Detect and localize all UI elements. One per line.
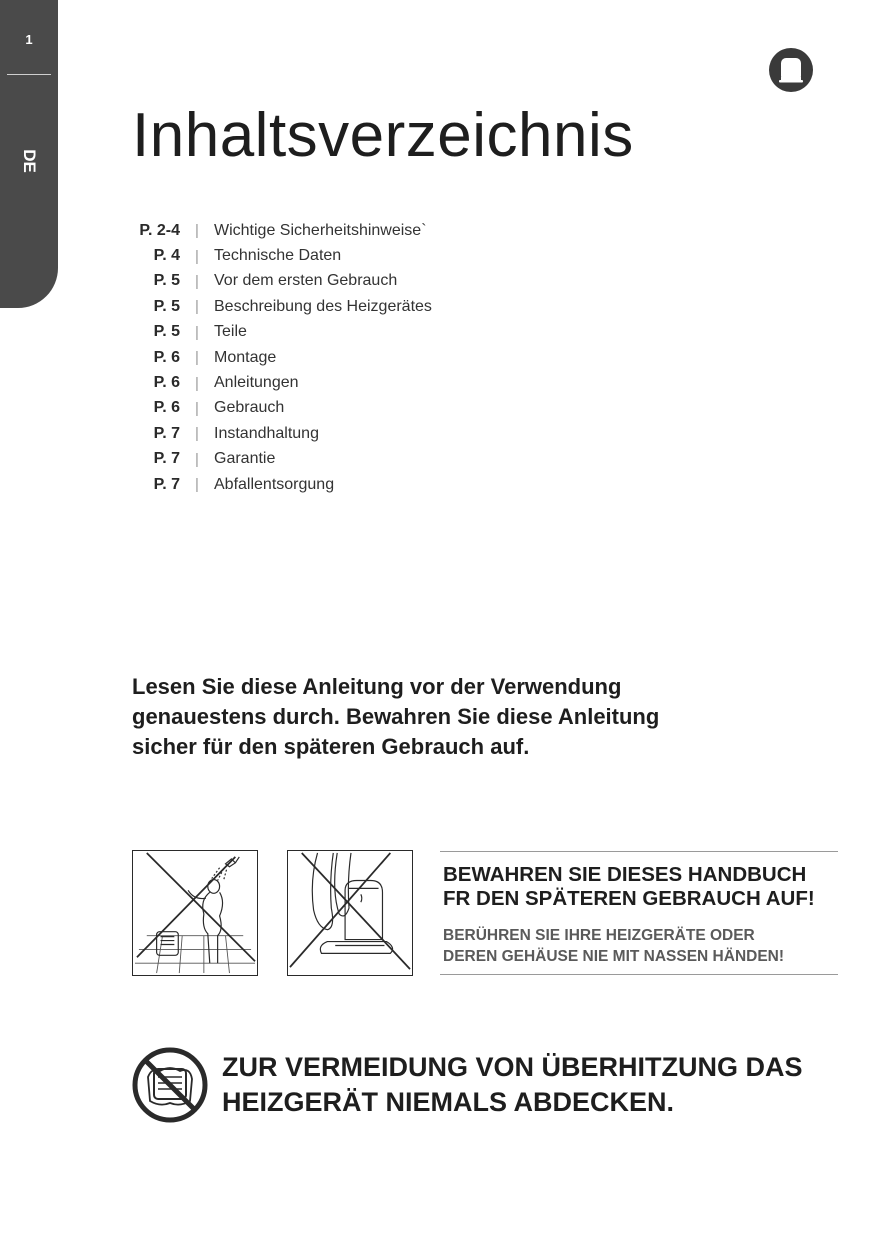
toc-separator: |: [195, 374, 199, 392]
toc-item: [120, 218, 540, 243]
toc-item: [120, 294, 540, 319]
warning-sub-line: BERÜHREN SIE IHRE HEIZGERÄTE ODER: [443, 927, 755, 944]
toc-separator: |: [195, 425, 199, 443]
no-cover-icon: [132, 1047, 208, 1123]
toc-item: [120, 345, 540, 370]
heater-icon: [768, 47, 814, 93]
toc-page: P. 5: [153, 323, 180, 341]
no-towel-drying-icon: [287, 850, 413, 976]
warning-heading-line: BEWAHREN SIE DIESES HANDBUCH: [443, 863, 807, 886]
toc-page: P. 6: [153, 348, 180, 366]
overheat-warning: [222, 1050, 803, 1120]
overheat-warning-line: ZUR VERMEIDUNG VON ÜBERHITZUNG DAS: [222, 1052, 803, 1082]
toc-separator: |: [195, 450, 199, 468]
toc-item: [120, 370, 540, 395]
toc-separator: |: [195, 476, 199, 494]
toc-item: [120, 396, 540, 421]
toc-separator: |: [195, 272, 199, 290]
toc-label: Instandhaltung: [214, 424, 319, 442]
no-shower-heater-icon: [132, 850, 258, 976]
toc-separator: |: [195, 349, 199, 367]
toc-page: P. 7: [153, 424, 180, 442]
toc-item: [120, 472, 540, 497]
toc-separator: |: [195, 247, 199, 265]
toc-page: P. 4: [153, 247, 180, 265]
intro-line: genauestens durch. Bewahren Sie diese Anleitung: [132, 704, 660, 729]
toc-label: Wichtige Sicherheitshinweise`: [214, 221, 427, 239]
toc-separator: |: [195, 399, 199, 417]
table-of-contents: [120, 218, 540, 497]
toc-page: P. 7: [153, 475, 180, 493]
toc-page: P. 7: [153, 450, 180, 468]
side-tab: [0, 0, 58, 308]
toc-label: Teile: [214, 323, 247, 341]
warning-sub-line: DEREN GEHÄUSE NIE MIT NASSEN HÄNDEN!: [443, 948, 785, 965]
toc-page: P. 5: [153, 272, 180, 290]
toc-separator: |: [195, 298, 199, 316]
toc-label: Gebrauch: [214, 399, 285, 417]
warning-heading: [443, 863, 815, 911]
toc-item: [120, 320, 540, 345]
intro-paragraph: [132, 672, 772, 762]
warning-box: [440, 851, 838, 975]
warning-heading-line: FR DEN SPÄTEREN GEBRAUCH AUF!: [443, 887, 815, 910]
toc-item: [120, 243, 540, 268]
toc-separator: |: [195, 323, 199, 341]
intro-line: sicher für den späteren Gebrauch auf.: [132, 734, 530, 759]
overheat-warning-line: HEIZGERÄT NIEMALS ABDECKEN.: [222, 1087, 675, 1117]
toc-label: Garantie: [214, 450, 276, 468]
toc-label: Beschreibung des Heizgerätes: [214, 297, 432, 315]
warning-subtext: [443, 925, 784, 967]
toc-label: Montage: [214, 348, 277, 366]
intro-line: Lesen Sie diese Anleitung vor der Verwendung: [132, 674, 622, 699]
page-title: Inhaltsverzeichnis: [132, 101, 634, 170]
toc-page: P. 5: [153, 297, 180, 315]
toc-separator: |: [195, 222, 199, 240]
toc-label: Technische Daten: [214, 247, 342, 265]
toc-item: [120, 269, 540, 294]
tab-divider: [7, 74, 51, 75]
toc-label: Abfallentsorgung: [214, 475, 335, 493]
toc-item: [120, 421, 540, 446]
language-label: DE: [20, 149, 39, 173]
toc-item: [120, 447, 540, 472]
page-number: 1: [25, 32, 33, 47]
toc-page: P. 6: [153, 374, 180, 392]
toc-label: Anleitungen: [214, 374, 299, 392]
toc-page: P. 2-4: [139, 221, 180, 239]
toc-page: P. 6: [153, 399, 180, 417]
toc-label: Vor dem ersten Gebrauch: [214, 272, 398, 290]
